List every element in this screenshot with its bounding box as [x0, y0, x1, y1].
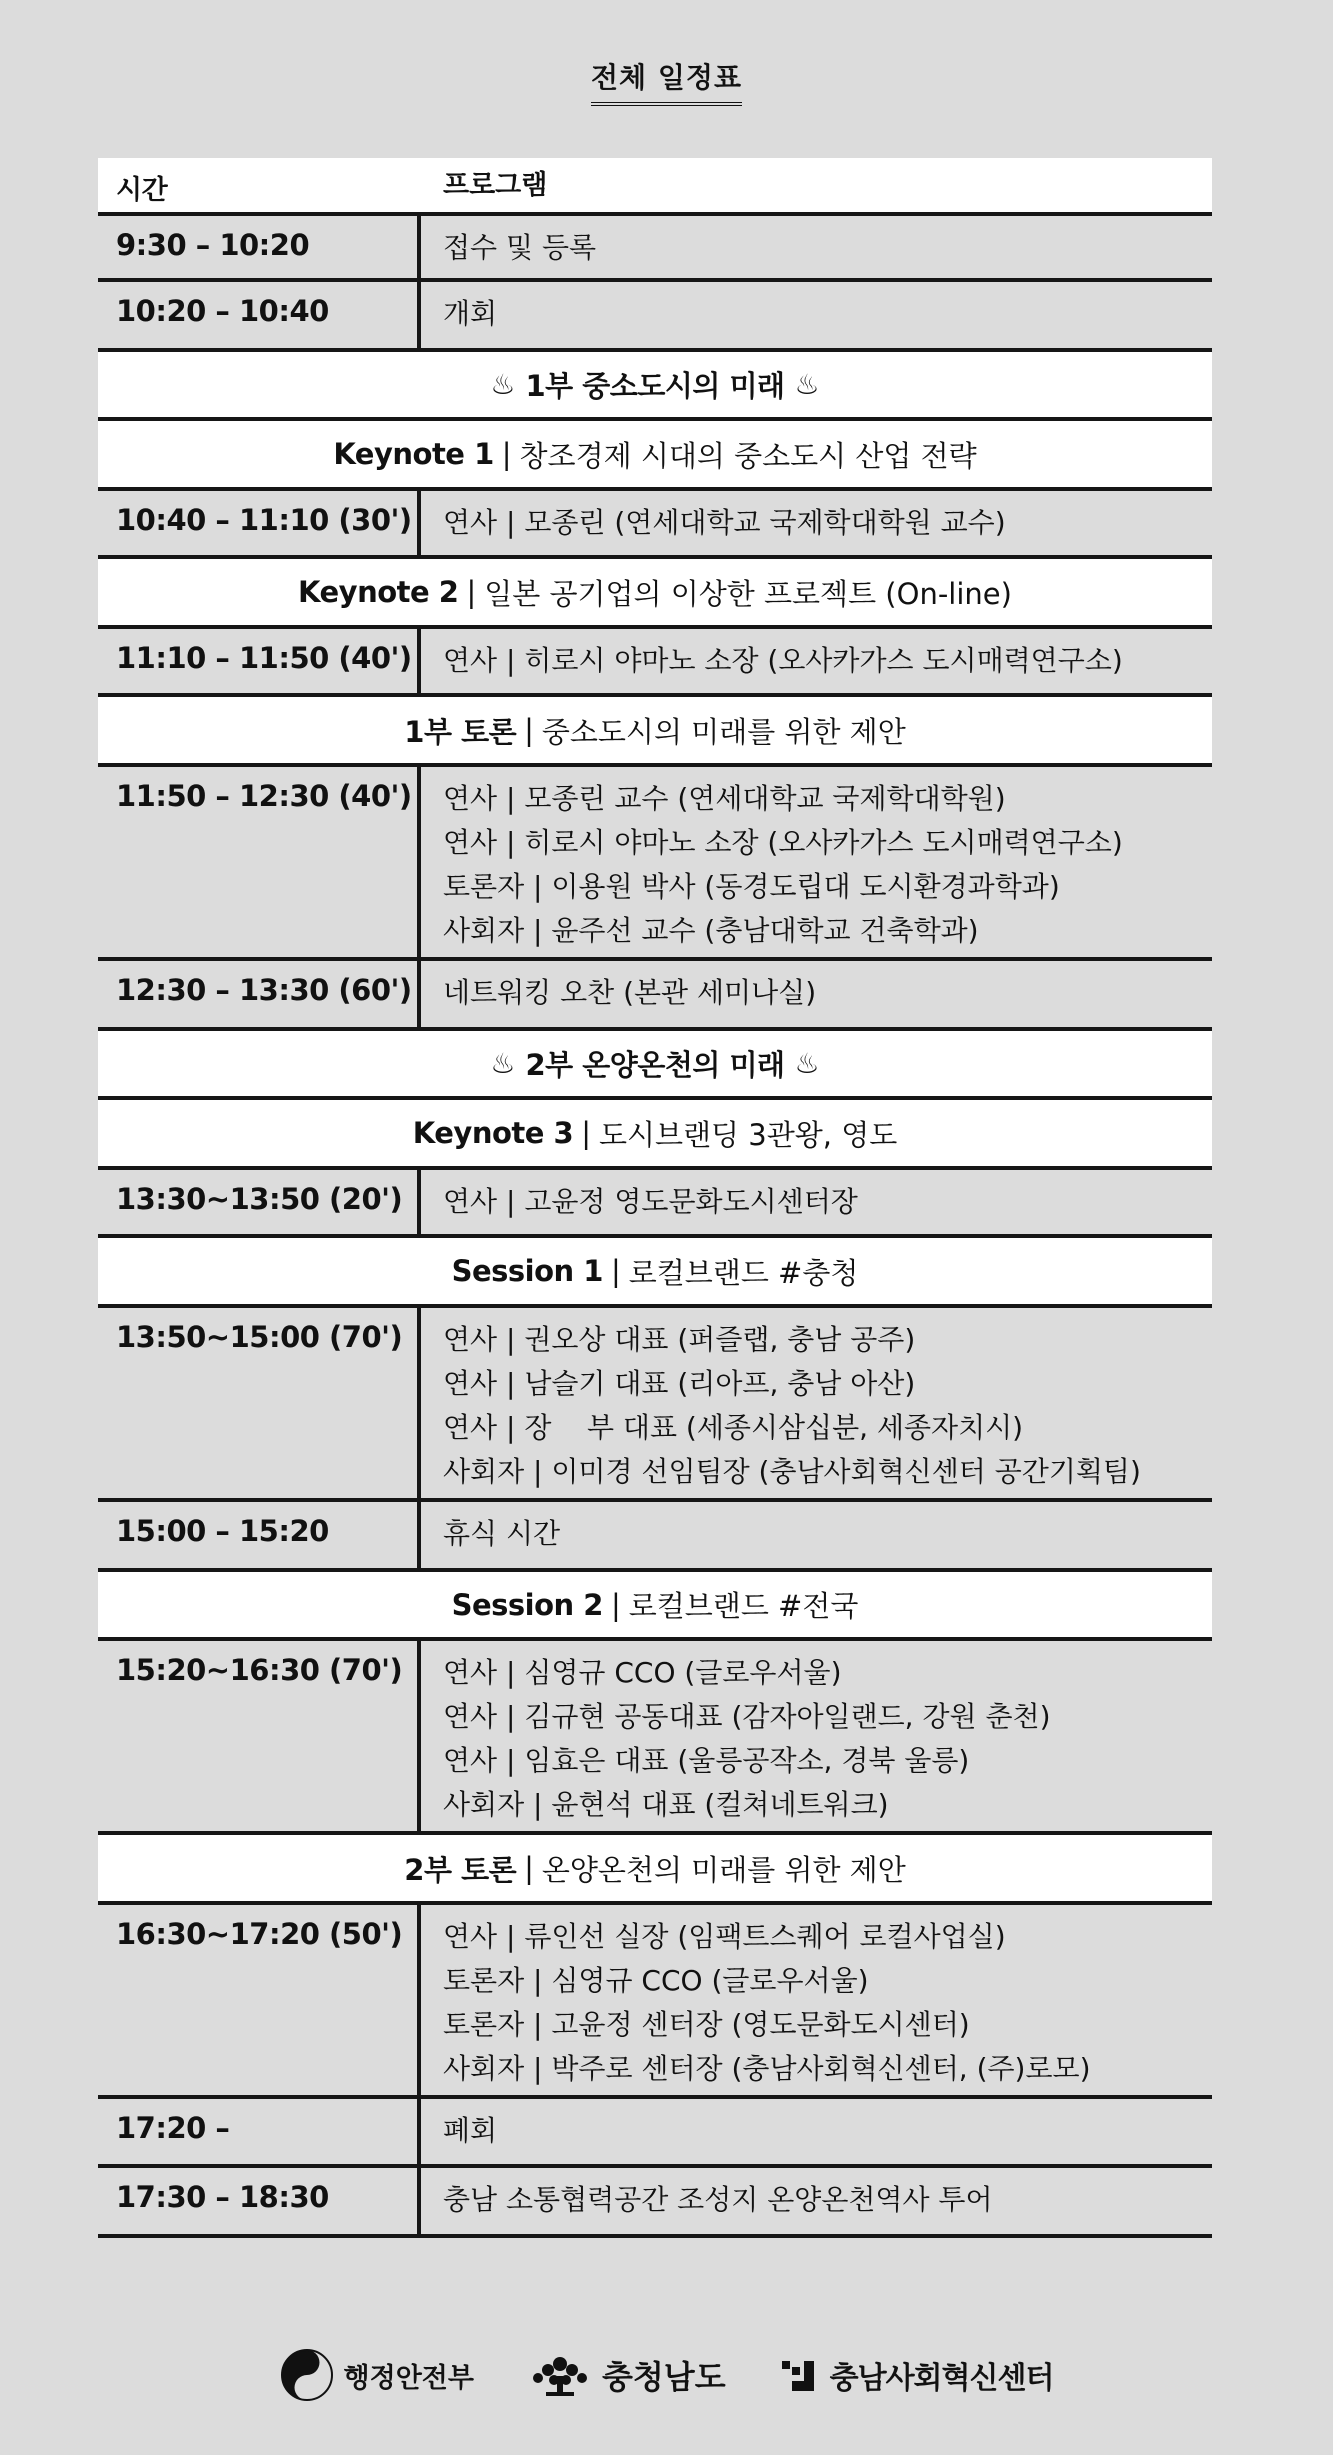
session-title: 2부 토론 [404, 1852, 517, 1887]
program-cell [421, 1308, 1212, 1498]
session-subtitle: 일본 공기업의 이상한 프로젝트 (On-line) [484, 576, 1012, 611]
time-cell: 10:20 – 10:40 [116, 294, 329, 328]
time-cell: 11:50 – 12:30 (40') [116, 779, 412, 813]
session-subtitle: 온양온천의 미래를 위한 제안 [541, 1852, 906, 1887]
session-subtitle: 로컬브랜드 #전국 [628, 1589, 859, 1623]
hot-spring-icon: ♨ [490, 368, 516, 401]
table-row [98, 629, 1212, 697]
table-row [98, 961, 1212, 1031]
program-cell [421, 2168, 1212, 2234]
session-subtitle: 도시브랜딩 3관왕, 영도 [598, 1117, 898, 1152]
program-line: 폐회 [443, 2114, 498, 2147]
program-line: 개회 [443, 297, 498, 330]
hot-spring-icon: ♨ [794, 368, 820, 401]
table-row [98, 491, 1212, 559]
program-cell [421, 1502, 1212, 1568]
hot-spring-icon: ♨ [794, 1047, 820, 1080]
part-banner [98, 352, 1212, 421]
program-line: 사회자 | 이미경 선임팀장 (충남사회혁신센터 공간기획팀) [443, 1455, 1141, 1488]
program-line: 연사 | 남슬기 대표 (리아프, 충남 아산) [443, 1367, 916, 1400]
table-row [98, 1641, 1212, 1835]
program-line: 연사 | 히로시 야마노 소장 (오사카가스 도시매력연구소) [443, 644, 1123, 677]
session-title: Session 1 [451, 1254, 603, 1288]
table-row [98, 282, 1212, 352]
table-row [98, 1905, 1212, 2099]
program-line: 연사 | 장 부 대표 (세종시삼십분, 세종자치시) [443, 1411, 1024, 1444]
session-banner [98, 1238, 1212, 1308]
session-title: Keynote 2 [298, 575, 459, 609]
table-row [98, 1308, 1212, 1502]
separator: | [501, 437, 512, 471]
hot-spring-icon: ♨ [490, 1047, 516, 1080]
part-banner [98, 1031, 1212, 1100]
time-cell: 12:30 – 13:30 (60') [116, 973, 412, 1007]
program-line: 연사 | 심영규 CCO (글로우서울) [443, 1656, 842, 1689]
table-row [98, 1502, 1212, 1572]
header-program: 프로그램 [443, 170, 548, 201]
table-header [98, 158, 1212, 216]
program-line: 연사 | 김규현 공동대표 (감자아일랜드, 강원 춘천) [443, 1700, 1051, 1733]
session-banner [98, 559, 1212, 629]
program-line: 접수 및 등록 [443, 231, 597, 264]
program-line: 연사 | 권오상 대표 (퍼즐랩, 충남 공주) [443, 1323, 916, 1356]
program-cell [421, 1905, 1212, 2095]
time-cell: 9:30 – 10:20 [116, 228, 310, 262]
separator: | [466, 575, 477, 609]
program-cell [421, 282, 1212, 348]
table-row [98, 2168, 1212, 2238]
separator: | [524, 713, 534, 747]
logo-chungnam: 충청남도 [528, 2352, 726, 2398]
program-line: 연사 | 류인선 실장 (임팩트스퀘어 로컬사업실) [443, 1920, 1006, 1953]
part-title: 1부 중소도시의 미래 [525, 369, 785, 403]
program-line: 휴식 시간 [443, 1517, 561, 1550]
program-line: 사회자 | 박주로 센터장 (충남사회혁신센터, (주)로모) [443, 2052, 1091, 2085]
table-row [98, 767, 1212, 961]
program-line: 토론자 | 고윤정 센터장 (영도문화도시센터) [443, 2008, 970, 2041]
separator: | [581, 1116, 591, 1150]
program-line: 네트워킹 오찬 (본관 세미나실) [443, 976, 817, 1009]
program-line: 사회자 | 윤주선 교수 (충남대학교 건축학과) [443, 914, 979, 947]
program-cell [421, 767, 1212, 957]
schedule-table [98, 158, 1212, 2238]
part-title: 2부 온양온천의 미래 [525, 1048, 785, 1082]
time-cell: 13:50~15:00 (70') [116, 1320, 403, 1354]
session-title: Keynote 3 [412, 1116, 574, 1150]
time-cell: 16:30~17:20 (50') [116, 1917, 403, 1951]
session-banner [98, 1835, 1212, 1905]
program-line: 충남 소통협력공간 조성지 온양온천역사 투어 [443, 2183, 993, 2216]
program-line: 연사 | 임효은 대표 (울릉공작소, 경북 울릉) [443, 1744, 970, 1777]
program-line: 사회자 | 윤현석 대표 (컬쳐네트워크) [443, 1788, 889, 1821]
time-cell: 17:30 – 18:30 [116, 2180, 329, 2214]
session-title: Keynote 1 [333, 437, 494, 471]
program-line: 연사 | 고윤정 영도문화도시센터장 [443, 1185, 858, 1218]
logo-mois: 행정안전부 [280, 2348, 474, 2402]
innovation-center-icon [780, 2357, 820, 2393]
separator: | [524, 1851, 534, 1885]
separator: | [610, 1254, 621, 1288]
chungnam-emblem-icon [528, 2352, 592, 2398]
header-time: 시간 [116, 175, 168, 206]
program-line: 토론자 | 심영규 CCO (글로우서울) [443, 1964, 869, 1997]
program-line: 연사 | 모종린 (연세대학교 국제학대학원 교수) [443, 506, 1006, 539]
session-title: 1부 토론 [404, 714, 517, 749]
program-cell [421, 2099, 1212, 2164]
logo-innovation-center: 충남사회혁신센터 [780, 2353, 1054, 2397]
program-line: 연사 | 히로시 야마노 소장 (오사카가스 도시매력연구소) [443, 826, 1123, 859]
time-cell: 13:30~13:50 (20') [116, 1182, 403, 1216]
program-line: 토론자 | 이용원 박사 (동경도립대 도시환경과학과) [443, 870, 1060, 903]
session-banner [98, 697, 1212, 767]
session-banner [98, 421, 1212, 491]
session-subtitle: 창조경제 시대의 중소도시 산업 전략 [519, 438, 977, 473]
footer-logos [0, 2348, 1333, 2402]
session-banner [98, 1572, 1212, 1641]
session-subtitle: 중소도시의 미래를 위한 제안 [541, 714, 906, 749]
page-title: 전체 일정표 [0, 56, 1333, 106]
time-cell: 11:10 – 11:50 (40') [116, 641, 412, 675]
session-title: Session 2 [451, 1587, 603, 1622]
time-cell: 15:20~16:30 (70') [116, 1653, 403, 1687]
program-cell [421, 216, 1212, 278]
separator: | [610, 1587, 621, 1622]
session-subtitle: 로컬브랜드 #충청 [628, 1255, 859, 1290]
table-row [98, 1170, 1212, 1238]
session-banner [98, 1100, 1212, 1170]
time-cell: 10:40 – 11:10 (30') [116, 503, 412, 537]
program-cell [421, 1170, 1212, 1234]
program-cell [421, 491, 1212, 555]
program-cell [421, 1641, 1212, 1831]
taegeuk-emblem-icon [280, 2348, 334, 2402]
program-cell [421, 961, 1212, 1027]
table-row [98, 216, 1212, 282]
time-cell: 17:20 – [116, 2111, 230, 2145]
table-row [98, 2099, 1212, 2168]
program-line: 연사 | 모종린 교수 (연세대학교 국제학대학원) [443, 782, 1006, 815]
program-cell [421, 629, 1212, 693]
time-cell: 15:00 – 15:20 [116, 1514, 329, 1548]
